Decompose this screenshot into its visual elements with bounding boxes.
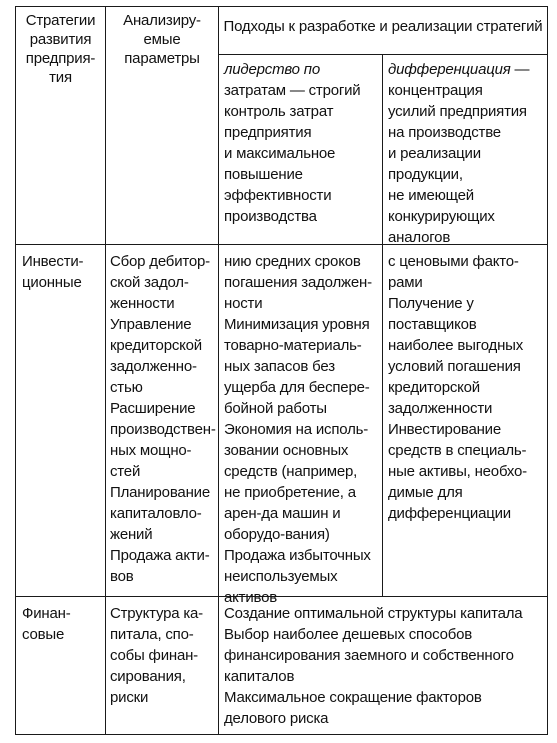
subheader-divider [218, 54, 548, 55]
row-financial-strategy: Финан- совые [22, 605, 71, 643]
row-investment-differentiation: с ценовыми факто- рами Получение у поставщиков наиболее выгодных условий погашения кредиторской задолженности Инвестирование средств в специаль- ные активы, необхо- димые для дифференциации [388, 253, 527, 522]
col-divider-3 [382, 54, 383, 597]
cost-leadership-description: затратам — строгий контроль затрат предприятия и максимальное повышение эффективности производства [224, 82, 361, 225]
row-investment-strategy: Инвести- ционные [22, 253, 84, 291]
cost-leadership-term: лидерство по [224, 61, 320, 78]
row-financial-parameters: Структура ка- питала, спо- собы финан- сирования, риски [110, 605, 203, 706]
header-approaches: Подходы к разработке и реализации стратегий [223, 18, 543, 35]
differentiation-description: — концентрация усилий предприятия на производстве и реализации продукции, не имеющей конкурирующих аналогов [388, 61, 530, 246]
col-divider-2 [218, 6, 219, 735]
table-left-border [15, 6, 16, 735]
table-bottom-border [15, 734, 548, 735]
row-financial-approaches: Создание оптимальной структуры капитала Выбор наиболее дешевых способов финансирования заемного и собственного капиталов Максимальное сокращение факторов делового риска [224, 605, 523, 727]
col-divider-1 [105, 6, 106, 735]
row-investment-parameters: Сбор дебитор- ской задол- женности Управление кредиторской задолженно- стью Расширение производствен- ных мощно- стей Планирование капиталовло- жений Продажа акти- вов [110, 253, 216, 585]
subheader-cost-leadership [224, 59, 380, 227]
header-parameters: Анализиру- емые параметры [123, 12, 201, 67]
table-top-border [15, 6, 548, 7]
table-right-border [547, 6, 548, 735]
row-investment-cost-leadership: нию средних сроков погашения задолжен- ности Минимизация уровня товарно-материаль- ных запасов без ущерба для беспере- бойной работы Экономия на исполь- зовании основных средств (например, не приобретение, а арен-да машин и оборудо-вания) Продажа избыточных неиспользуемых активов [224, 253, 372, 606]
header-strategies: Стратегии развития предприя- тия [25, 12, 96, 86]
differentiation-term: дифференциация [388, 61, 511, 78]
subheader-differentiation [388, 59, 546, 248]
